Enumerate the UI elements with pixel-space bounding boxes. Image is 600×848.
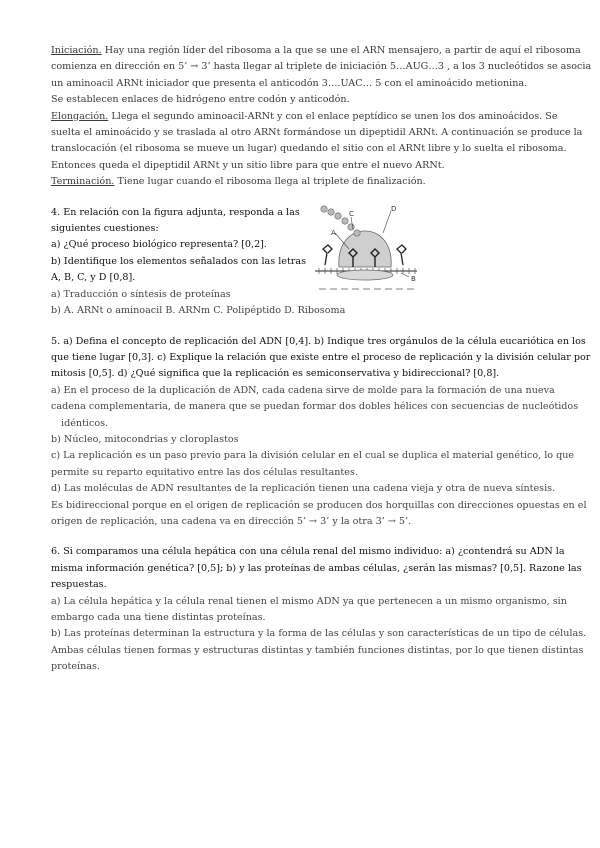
ribosome-translation-figure (313, 203, 421, 293)
figure-label-d: D (391, 204, 397, 213)
answer-6-line: a) La célula hepática y la célula renal tienen el mismo ADN ya que pertenecen a un mismo organismo, sin (51, 595, 567, 607)
answer-5-line: d) Las moléculas de ADN resultantes de la replicación tienen una cadena vieja y otra de nueva síntesis. (51, 483, 556, 495)
answer-5-line: permite su reparto equitativo entre las dos células resultantes. (51, 466, 358, 478)
elongacion-line-3: translocación (el ribosoma se mueve un lugar) quedando el sitio con el ARNt libre y lo suelta el ribosoma. (51, 143, 567, 155)
answer-6-line: Ambas células tienen formas y estructuras distintas y también funciones distintas, por lo que tienen distintas (51, 644, 584, 656)
intro-section (51, 43, 592, 191)
document-page (51, 43, 592, 676)
question-5-section (51, 334, 591, 531)
small-subunit (337, 270, 393, 280)
iniciacion-line-4: Se establecen enlaces de hidrógeno entre codón y anticodón. (51, 94, 350, 106)
answer-6-line: b) Las proteínas determinan la estructura y la forma de las células y son características de un tipo de células. (51, 628, 587, 640)
answer-5-line: Es bidireccional porque en el origen de replicación se producen dos horquillas con direcciones opuestas en el (51, 499, 587, 511)
iniciacion-line-2: comienza en dirección en 5’ → 3’ hasta llegar al triplete de iniciación 5…AUG…3 , a los 3 nucleótidos se asocia (51, 61, 592, 73)
elongacion-term: Elongación. (51, 110, 109, 122)
answer-5-line: a) En el proceso de la duplicación de ADN, cada cadena sirve de molde para la formación de una nueva (51, 384, 555, 396)
question-6-line: misma información genética? [0,5]; b) y las proteínas de ambas células, ¿serán las mismas? [0,5]. Razone las (51, 562, 582, 574)
answer-5-line: idénticos. (61, 417, 109, 429)
question-4-line: a) ¿Qué proceso biológico representa? [0,2]. (51, 239, 267, 251)
question-4-line: A, B, C, y D [0,8]. (51, 272, 136, 284)
answer-5-line: c) La replicación es un paso previo para la división celular en el cual se duplica el material genético, lo que (51, 450, 575, 462)
answer-6-line: embargo cada una tiene distintas proteínas. (51, 612, 266, 623)
terminacion-term: Terminación. (51, 176, 115, 188)
iniciacion-line-3: un aminoacil ARNt iniciador que presenta el anticodón 3….UAC… 5 con el aminoácido metionina. (51, 77, 528, 89)
figure-label-b: B (411, 274, 416, 283)
iniciacion-term: Iniciación. (51, 45, 102, 56)
trna-entering (397, 245, 406, 265)
question-5-line: 5. a) Defina el concepto de replicación del ADN [0,4]. b) Indique tres orgánulos de la célula eucariótica en los (51, 335, 586, 347)
question-4-line: b) Identifique los elementos señalados con las letras (51, 255, 307, 267)
question-5-line: que tiene lugar [0,3]. c) Explique la relación que existe entre el proceso de replicación y la división celular por (51, 351, 591, 363)
figure-label-a: A (331, 228, 336, 237)
question-5-line: mitosis [0,5]. d) ¿Qué significa que la replicación es semiconservativa y bidireccional? [0,8]. (51, 368, 500, 380)
answer-4-line: b) A. ARNt o aminoacil B. ARNm C. Polipéptido D. Ribosoma (51, 305, 346, 317)
question-6-section (51, 544, 587, 675)
question-4-line: siguientes cuestiones: (51, 223, 159, 235)
question-4-text (51, 205, 346, 320)
polypeptide-chain (321, 205, 360, 235)
elongacion-line-1: Elongación. Llega el segundo aminoacil-ARNt y con el enlace peptídico se unen los dos aminoácidos. Se (51, 110, 558, 122)
elongacion-line-4: Entonces queda el dipeptidil ARNt y un sitio libre para que entre el nuevo ARNt. (51, 159, 445, 171)
question-4-line: 4. En relación con la figura adjunta, responda a las (51, 206, 300, 218)
ribosome-large-subunit (339, 231, 391, 267)
iniciacion-line-1: Iniciación. Hay una región líder del ribosoma a la que se une el ARN mensajero, a partir de aquí el ribosoma (51, 45, 581, 56)
trna-exiting (323, 245, 332, 265)
figure-label-c: C (349, 209, 354, 218)
answer-5-line: cadena complementaria, de manera que se puedan formar dos dobles hélices con secuencias de nucleótidos (51, 401, 579, 413)
question-4-section (51, 205, 571, 320)
answer-6-line: proteínas. (51, 661, 100, 673)
elongacion-line-2: suelta el aminoácido y se traslada al otro ARNt formándose un dipeptidil ARNt. A continuación se produce la (51, 127, 583, 139)
question-6-line: respuestas. (51, 579, 107, 591)
question-6-line: 6. Si comparamos una célula hepática con una célula renal del mismo individuo: a) ¿contendrá su ADN la (51, 546, 565, 558)
answer-4-line: a) Traducción o síntesis de proteínas (51, 288, 231, 300)
answer-5-line: origen de replicación, una cadena va en dirección 5’ → 3’ y la otra 3’ → 5’. (51, 515, 412, 527)
answer-5-line: b) Núcleo, mitocondrias y cloroplastos (51, 433, 239, 445)
terminacion-line: Terminación. Tiene lugar cuando el ribosoma llega al triplete de finalización. (51, 176, 426, 188)
